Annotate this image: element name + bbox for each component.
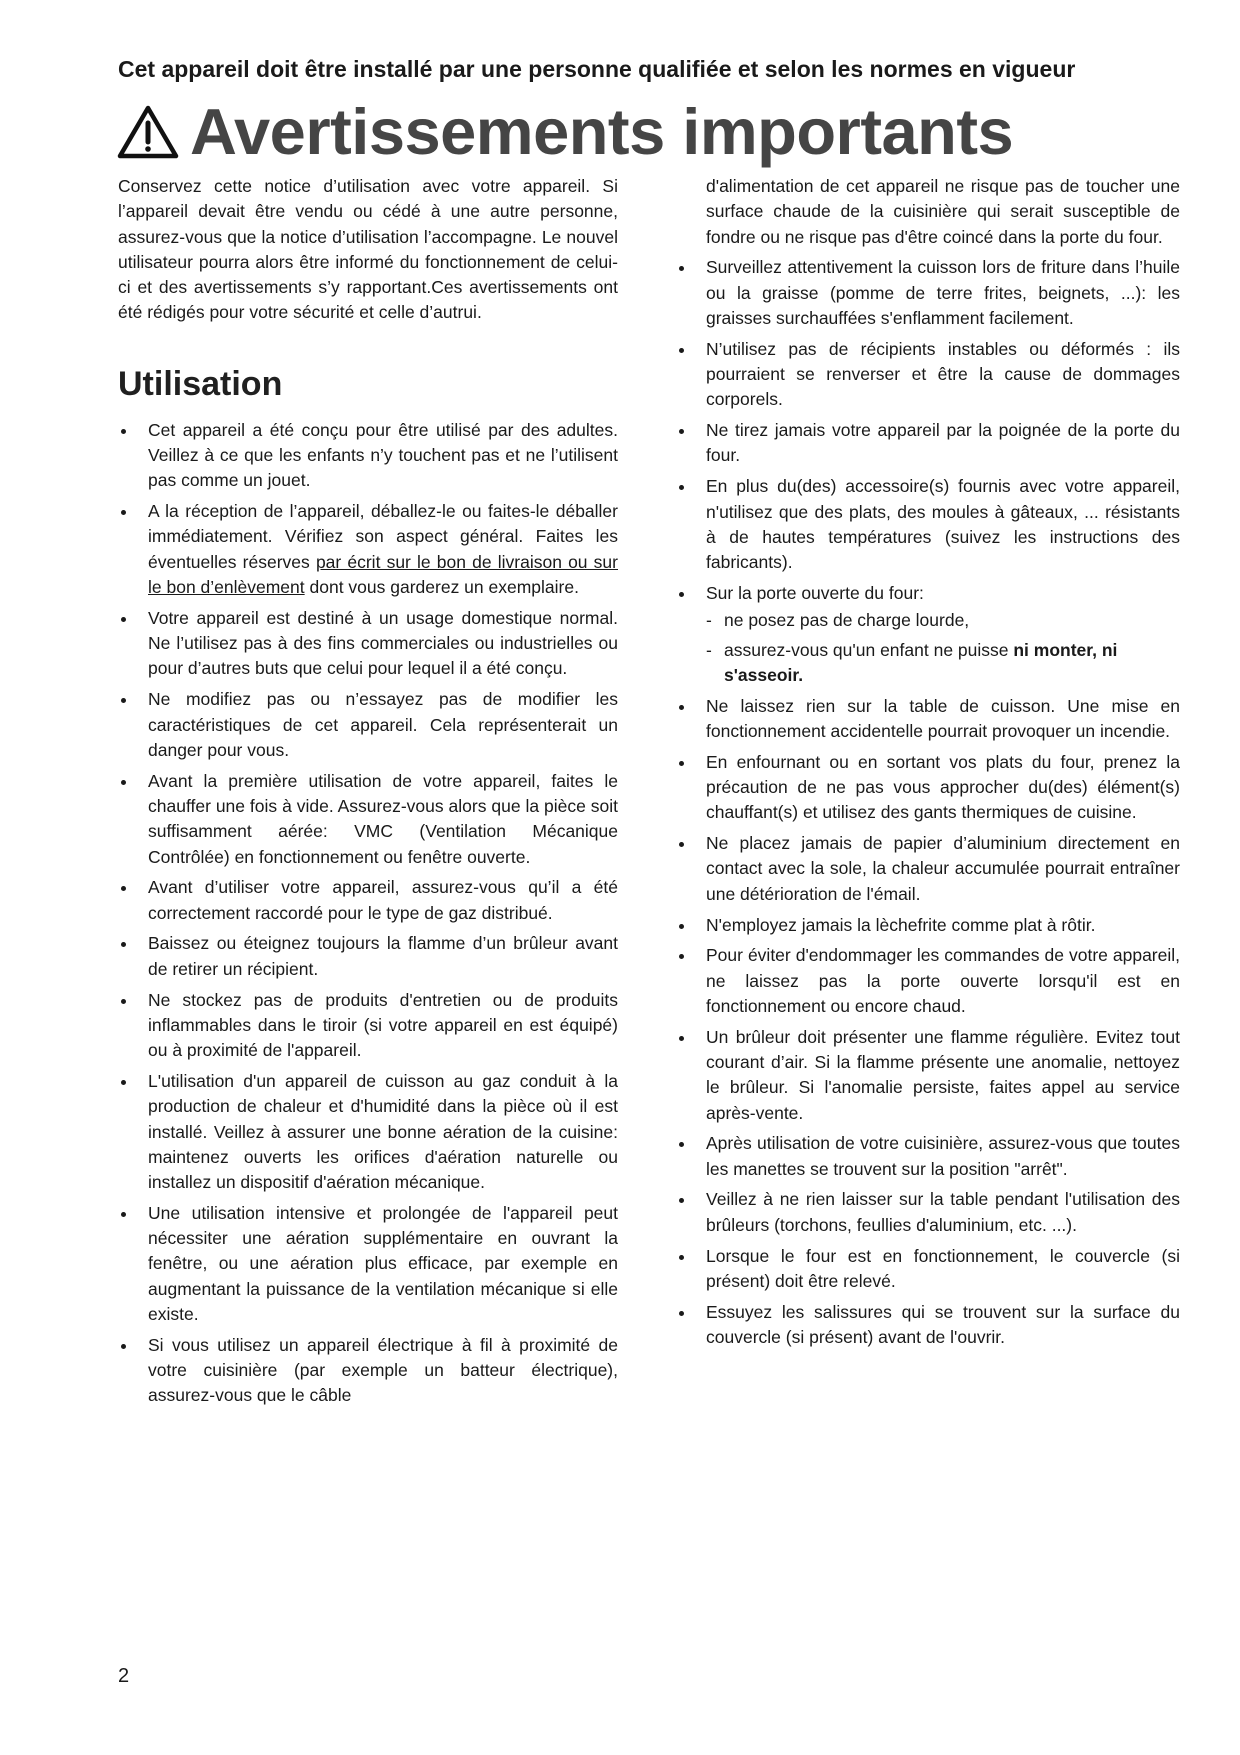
section-heading: Utilisation bbox=[118, 364, 283, 403]
list-item: En plus du(des) accessoire(s) fournis avec votre appareil, n'utilisez que des plats, des moules à gâteaux, ... résistants à de hautes températures (suivez les instructions des fabricants). bbox=[676, 474, 1180, 575]
warnings-list-continued bbox=[676, 174, 1180, 1350]
list-item: Votre appareil est destiné à un usage domestique normal. Ne l’utilisez pas à des fins commerciales ou industrielles ou pour d’autres buts que celui pour lequel il a été conçu. bbox=[118, 606, 618, 682]
intro-paragraph: Conservez cette notice d’utilisation avec votre appareil. Si l’appareil devait être vendu ou cédé à une autre personne, assurez-vous que la notice d’utilisation l’accompagne. Le nouvel utilisateur pourra alors être informé du fonctionnement de celui-ci et des avertissements s’y rapportant.Ces avertissements ont été rédigés pour votre sécurité et celle d’autrui. bbox=[118, 176, 618, 323]
list-item: Avant la première utilisation de votre appareil, faites le chauffer une fois à vide. Assurez-vous alors que la pièce soit suffisamment aérée: VMC (Ventilation Mécanique Contrôlée) en fonctionnement ou fenêtre ouverte. bbox=[118, 769, 618, 870]
list-item: En enfournant ou en sortant vos plats du four, prenez la précaution de ne pas vous approcher du(des) élément(s) chauffant(s) et utilisez des gants thermiques de cuisine. bbox=[676, 750, 1180, 826]
list-item: N'employez jamais la lèchefrite comme plat à rôtir. bbox=[676, 913, 1180, 938]
list-item: Pour éviter d'endommager les commandes de votre appareil, ne laissez pas la porte ouverte lorsqu'il est en fonctionnement ou encore chaud. bbox=[676, 943, 1180, 1019]
page-number: 2 bbox=[118, 1665, 130, 1687]
list-item: Avant d’utiliser votre appareil, assurez-vous qu’il a été correctement raccordé pour le type de gaz distribué. bbox=[118, 875, 618, 926]
list-item: Ne laissez rien sur la table de cuisson. Une mise en fonctionnement accidentelle pourrait provoquer un incendie. bbox=[676, 694, 1180, 745]
list-item: Si vous utilisez un appareil électrique à fil à proximité de votre cuisinière (par exemple un batteur électrique), assurez-vous que le câble bbox=[118, 1333, 618, 1409]
list-item: Lorsque le four est en fonctionnement, le couvercle (si présent) doit être relevé. bbox=[676, 1244, 1180, 1295]
list-item-text: dont vous garderez un exemplaire. bbox=[304, 577, 579, 598]
list-item: Ne stockez pas de produits d'entretien ou de produits inflammables dans le tiroir (si votre appareil en est équipé) ou à proximité de l'appareil. bbox=[118, 988, 618, 1064]
page-title bbox=[116, 92, 1013, 172]
list-item-continuation: d'alimentation de cet appareil ne risque pas de toucher une surface chaude de la cuisinière qui serait susceptible de fondre ou ne risque pas d'être coincé dans la porte du four. bbox=[706, 176, 1180, 247]
list-item: Cet appareil a été conçu pour être utilisé par des adultes. Veillez à ce que les enfants n’y touchent pas et ne l’utilisent pas comme un jouet. bbox=[118, 418, 618, 494]
list-item: Ne tirez jamais votre appareil par la poignée de la porte du four. bbox=[676, 418, 1180, 469]
list-item: Baissez ou éteignez toujours la flamme d’un brûleur avant de retirer un récipient. bbox=[118, 931, 618, 982]
list-item: Une utilisation intensive et prolongée de l'appareil peut nécessiter une aération supplémentaire en ouvrant la fenêtre, ou une aération plus efficace, par exemple en augmentant la puissance de la ventilation mécanique si elle existe. bbox=[118, 1201, 618, 1327]
bold-text: ni monter, ni s'asseoir. bbox=[724, 639, 1118, 685]
sub-list-item: - ne posez pas de charge lourde, bbox=[706, 608, 1180, 633]
left-column bbox=[118, 174, 618, 1414]
list-item: Ne modifiez pas ou n’essayez pas de modifier les caractéristiques de cet appareil. Cela représenterait un danger pour vous. bbox=[118, 687, 618, 763]
sub-list-item bbox=[706, 638, 1180, 689]
warning-triangle-icon bbox=[116, 104, 180, 160]
list-item-text: A la réception de l’appareil, déballez-le ou faites-le déballer immédiatement. Vérifiez son aspect général. Faites les éventuelles réserves bbox=[148, 501, 618, 572]
list-item bbox=[676, 581, 1180, 688]
installation-notice: Cet appareil doit être installé par une personne qualifiée et selon les normes en vigueur bbox=[118, 56, 1076, 82]
list-item: N’utilisez pas de récipients instables ou déformés : ils pourraient se renverser et être la cause de dommages corporels. bbox=[676, 337, 1180, 413]
underlined-text: par écrit sur le bon de livraison ou sur le bon d’enlèvement bbox=[148, 551, 618, 598]
list-item: Ne placez jamais de papier d’aluminium directement en contact avec la sole, la chaleur accumulée pourrait entraîner une détérioration de l'émail. bbox=[676, 831, 1180, 907]
list-item bbox=[118, 499, 618, 600]
list-item: Veillez à ne rien laisser sur la table pendant l'utilisation des brûleurs (torchons, feullies d'aluminium, etc. ...). bbox=[676, 1187, 1180, 1238]
list-item: Essuyez les salissures qui se trouvent sur la surface du couvercle (si présent) avant de l'ouvrir. bbox=[676, 1300, 1180, 1351]
utilisation-list bbox=[118, 418, 618, 1409]
list-item: L'utilisation d'un appareil de cuisson au gaz conduit à la production de chaleur et d'humidité dans la pièce où il est installé. Veillez à assurer une bonne aération de la cuisine: maintenez ouverts les orifices d'aération naturelle ou installez un dispositif d'aération mécanique. bbox=[118, 1069, 618, 1195]
right-column bbox=[676, 174, 1180, 1356]
sub-list-item-text: assurez-vous qu'un enfant ne puisse bbox=[724, 639, 1014, 660]
list-item-text: Sur la porte ouverte du four: bbox=[706, 582, 924, 603]
list-item: Un brûleur doit présenter une flamme régulière. Evitez tout courant d’air. Si la flamme présente une anomalie, nettoyez le brûleur. Si l'anomalie persiste, faites appel au service après-vente. bbox=[676, 1025, 1180, 1126]
list-item: Après utilisation de votre cuisinière, assurez-vous que toutes les manettes se trouvent sur la position "arrêt". bbox=[676, 1131, 1180, 1182]
list-item: Surveillez attentivement la cuisson lors de friture dans l’huile ou la graisse (pomme de terre frites, beignets, ...): les graisses surchauffées s'enflamment facilement. bbox=[676, 255, 1180, 331]
sub-list bbox=[706, 608, 1180, 688]
page-title-text: Avertissements importants bbox=[190, 95, 1014, 168]
